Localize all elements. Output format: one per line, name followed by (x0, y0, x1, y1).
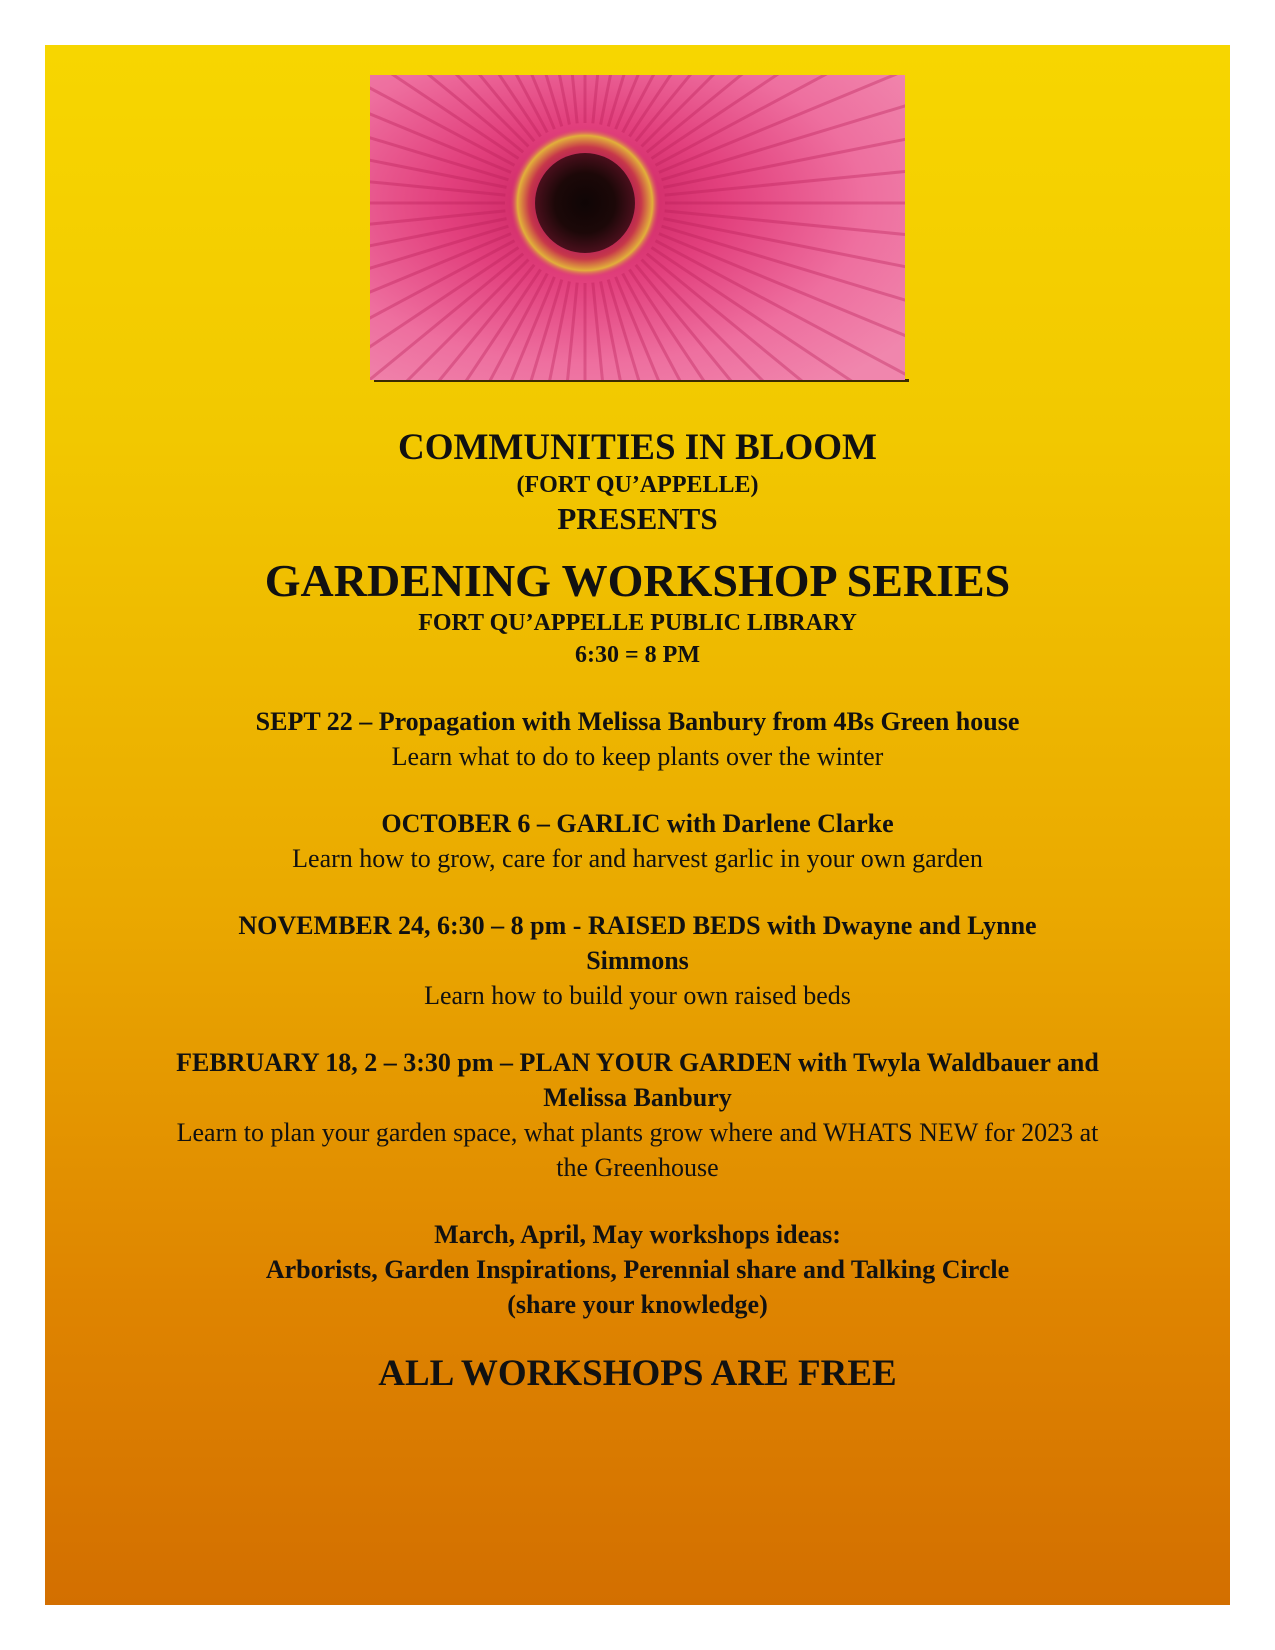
series-title: GARDENING WORKSHOP SERIES (264, 555, 1011, 606)
series-venue: FORT QU’APPELLE PUBLIC LIBRARY (418, 610, 857, 636)
event-item (45, 704, 1230, 774)
event-list (45, 704, 1230, 1185)
workshop-ideas (45, 1217, 1230, 1322)
poster (45, 45, 1230, 1605)
content (45, 427, 1230, 1396)
ideas-list: Arborists, Garden Inspirations, Perennial share and Talking Circle (265, 1255, 1010, 1284)
event-title: OCTOBER 6 – GARLIC with Darlene Clarke (381, 809, 894, 838)
ideas-note: (share your knowledge) (507, 1290, 768, 1319)
free-notice: ALL WORKSHOPS ARE FREE (378, 1353, 897, 1394)
presents-text: PRESENTS (557, 501, 718, 536)
organization-name: COMMUNITIES IN BLOOM (398, 427, 877, 468)
ideas-heading: March, April, May workshops ideas: (434, 1220, 841, 1249)
event-description: Learn how to grow, care for and harvest garlic in your own garden (292, 844, 983, 873)
organization-location: (FORT QU’APPELLE) (516, 472, 759, 498)
event-description: Learn to plan your garden space, what plants grow where and WHATS NEW for 2023 at the Greenhouse (176, 1118, 1099, 1182)
series-time: 6:30 = 8 PM (575, 642, 700, 668)
event-description: Learn what to do to keep plants over the winter (391, 742, 884, 771)
event-title: NOVEMBER 24, 6:30 – 8 pm - RAISED BEDS with Dwayne and Lynne Simmons (238, 911, 1037, 975)
event-item (45, 908, 1230, 1013)
event-title: SEPT 22 – Propagation with Melissa Banbury from 4Bs Green house (255, 707, 1020, 736)
flower-photo (370, 75, 905, 380)
event-item (45, 1045, 1230, 1185)
event-item (45, 806, 1230, 876)
event-title: FEBRUARY 18, 2 – 3:30 pm – PLAN YOUR GARDEN with Twyla Waldbauer and Melissa Banbury (176, 1048, 1099, 1112)
event-description: Learn how to build your own raised beds (424, 981, 851, 1010)
